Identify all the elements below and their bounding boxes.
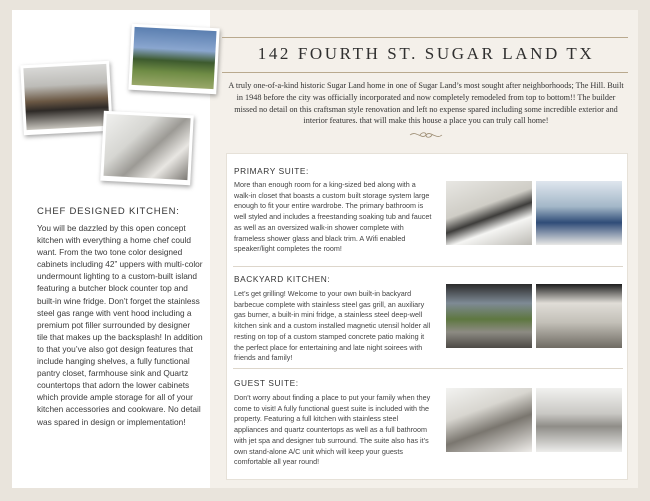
kitchen-description: You will be dazzled by this open concept kitchen with everything a home chef could want. From the two tone color designed cabinets including 42” uppers with multi-color undermount lighting to a custom-built island featuring a butcher block counter top and built-in wine fridge. Don’t forget the stainless steel gas range with vent hood including a premium pot filler surrounded by designer tile that makes up the backsplash! In addition to that you’ve also got design features that include hanging shelves, a fully functional pantry closet, farmhouse sink and Quartz countertops that adorn the lower cabinets which provide ample storage for all of your kitchen accessories and cookware. No detail was spared in design or implementation! — [37, 223, 203, 427]
guest-bathroom-photo — [536, 388, 622, 452]
section-body: Don’t worry about finding a place to put your family when they come to visit! A fully functional guest suite is included with the property. Featuring a full kitchen with stainless steel appliances and quartz countertops as well as a full bathroom with jet spa and designer tub surround. The suite also has it’s own stand-alone A/C unit which will keep your guests comfortable all year round! — [234, 393, 431, 467]
kitchen-detail-photo — [100, 111, 194, 186]
section-divider — [233, 266, 623, 267]
kitchen-photo — [20, 61, 113, 136]
flourish-ornament-icon — [408, 128, 444, 142]
section-title: PRIMARY SUITE: — [234, 166, 309, 176]
section-body: Let’s get grilling! Welcome to your own built-in backyard barbecue complete with stainless steel gas grill, an auxiliary gas burner, a built-in mini fridge, a stainless steel deep-well kitchen sink and a custom installed magnetic utensil holder all resting on top of a custom stamped concrete patio making it the perfect place for entertaining and late night soirees with friends and family! — [234, 289, 431, 363]
bathroom-vanity-photo — [536, 181, 622, 245]
guest-kitchen-photo — [446, 388, 532, 452]
patio-photo — [536, 284, 622, 348]
title-rule-bottom — [222, 72, 628, 73]
kitchen-heading: CHEF DESIGNED KITCHEN: — [37, 206, 180, 217]
title-rule-top — [222, 37, 628, 38]
exterior-photo — [128, 24, 219, 95]
features-panel — [226, 153, 628, 480]
property-intro: A truly one-of-a-kind historic Sugar Land home in one of Sugar Land’s most sought after neighborhoods; The Hill. Built in 1948 before the city was officially incorporated and now completely remodeled from top to bottom!! The builder missed no detail on this craftsman style renovation and left no expense spared including some incredible exterior and interior features. that will make this house a place you can truly call home! — [228, 81, 624, 126]
section-title: GUEST SUITE: — [234, 378, 299, 388]
property-title: 142 FOURTH ST. SUGAR LAND TX — [257, 44, 595, 63]
section-body: More than enough room for a king-sized bed along with a walk-in closet that boasts a custom built storage system large enough to fit your entire wardrobe. The primary bathroom is well styled and includes a freestanding soaking tub and faucet as well as an oversized walk-in shower complete with frameless shower glass and black trim. A Wifi enabled speaker/light completes the room! — [234, 180, 432, 254]
bathroom-photo — [446, 181, 532, 245]
backyard-kitchen-photo — [446, 284, 532, 348]
section-divider — [233, 368, 623, 369]
section-title: BACKYARD KITCHEN: — [234, 274, 331, 284]
